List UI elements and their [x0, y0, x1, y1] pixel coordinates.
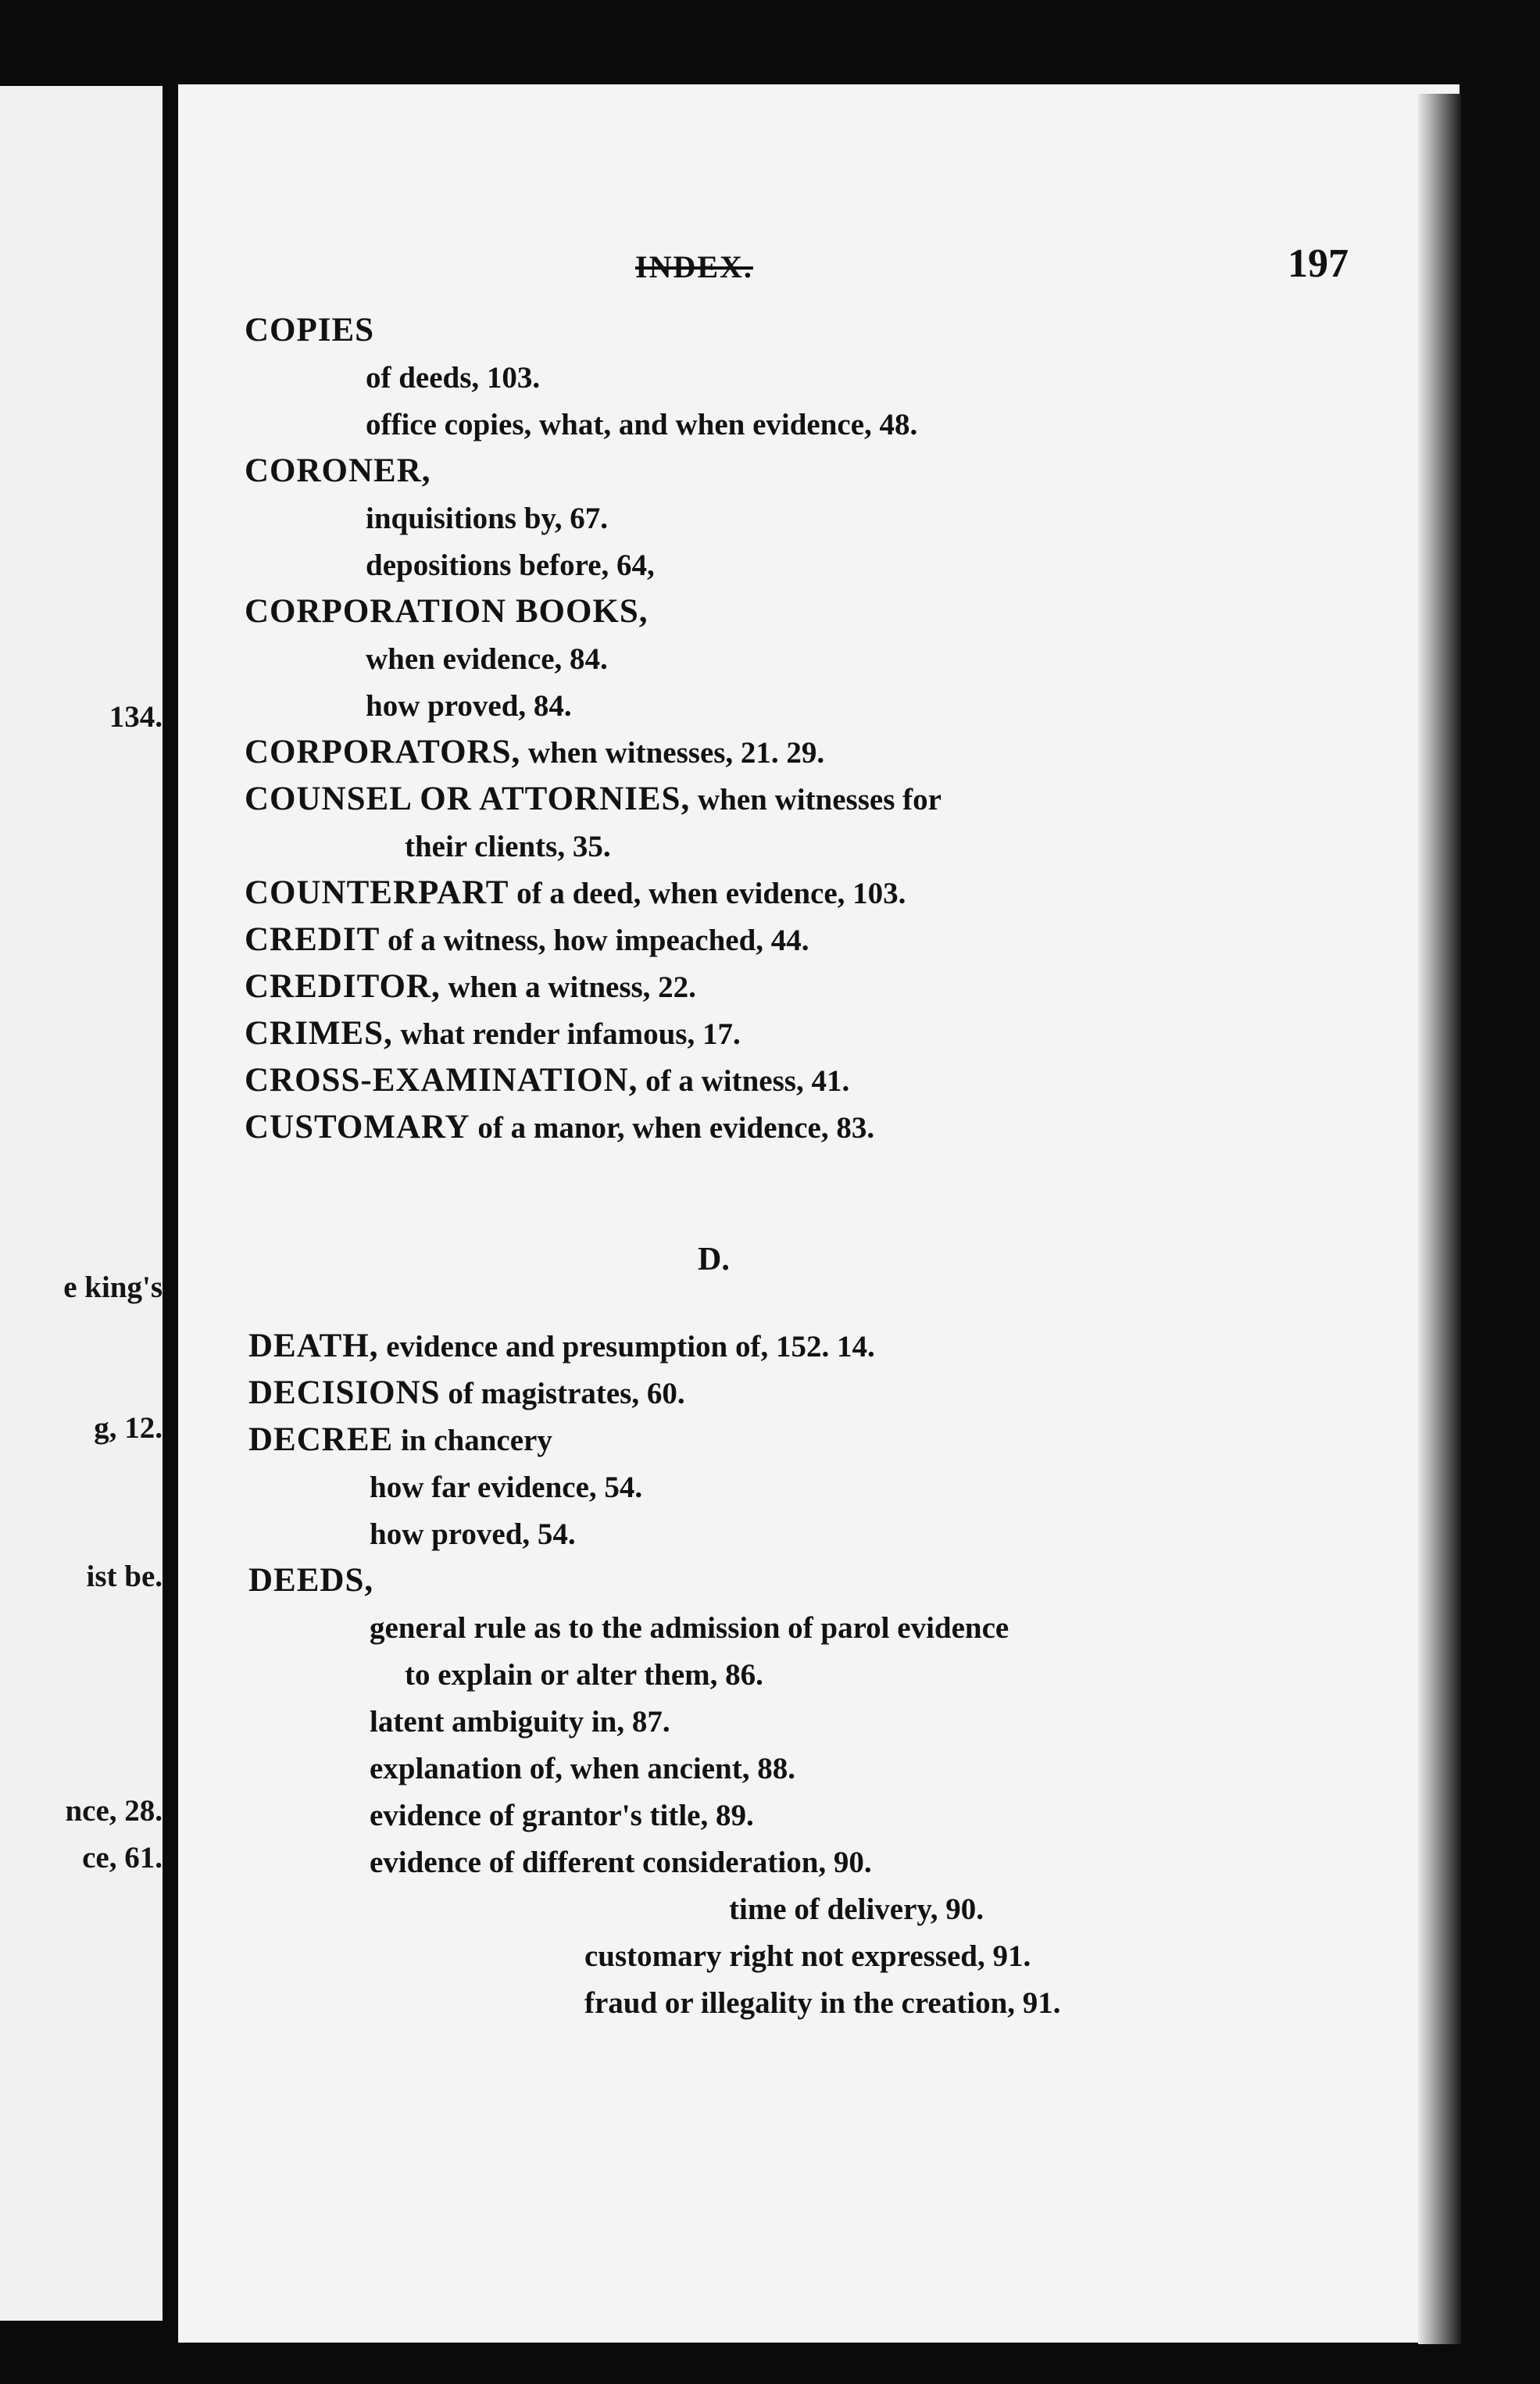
index-entry — [245, 452, 431, 490]
index-subentry — [366, 405, 917, 443]
index-entry — [245, 311, 374, 349]
section-letter: D. — [698, 1242, 730, 1278]
index-entry — [248, 1327, 875, 1365]
entry-head: CUSTOMARY — [245, 1109, 470, 1146]
index-entry — [245, 1108, 874, 1146]
entry-head: DEEDS, — [248, 1562, 374, 1599]
facing-page-line: g, 12. — [94, 1411, 163, 1445]
entry-text: in chancery — [393, 1424, 552, 1457]
entry-text: when evidence, 84. — [366, 642, 608, 676]
entry-text: of a witness, 41. — [638, 1064, 850, 1098]
index-entry — [245, 874, 906, 912]
index-entry — [248, 1421, 552, 1459]
entry-head: COUNTERPART — [245, 874, 509, 911]
index-subentry — [370, 1467, 642, 1506]
entry-text: explanation of, when ancient, 88. — [370, 1752, 795, 1785]
index-entry — [245, 780, 942, 818]
entry-text: customary right not expressed, 91. — [584, 1939, 1031, 1973]
facing-page-fragment — [0, 86, 163, 2321]
facing-page-line: e king's — [63, 1271, 163, 1304]
page-number: 197 — [1288, 241, 1349, 286]
facing-page-line: ce, 61. — [82, 1841, 163, 1875]
index-subentry — [729, 1889, 984, 1928]
entry-text: inquisitions by, 67. — [366, 502, 608, 535]
index-entry — [245, 1014, 741, 1053]
facing-page-line: 134. — [109, 700, 163, 734]
index-subentry — [366, 499, 608, 537]
entry-head: DEATH, — [248, 1328, 379, 1364]
index-entry — [248, 1561, 373, 1599]
index-subentry — [370, 1749, 795, 1787]
index-subentry — [366, 639, 608, 677]
entry-head: CRIMES, — [245, 1015, 393, 1052]
entry-text: of deeds, 103. — [366, 361, 541, 395]
entry-head: DECISIONS — [248, 1374, 441, 1411]
facing-page-line: nce, 28. — [65, 1794, 163, 1828]
entry-text: fraud or illegality in the creation, 91. — [584, 1986, 1061, 2020]
index-entry — [245, 920, 809, 959]
index-entry — [245, 967, 696, 1006]
entry-text: evidence of different consideration, 90. — [370, 1846, 872, 1879]
index-subentry — [370, 1796, 754, 1834]
entry-text: what render infamous, 17. — [392, 1017, 741, 1051]
running-head: INDEX. — [635, 249, 753, 284]
entry-text: of magistrates, 60. — [440, 1377, 685, 1410]
entry-text: office copies, what, and when evidence, 48. — [366, 408, 918, 441]
entry-head: COUNSEL OR ATTORNIES, — [245, 781, 691, 817]
index-subentry — [366, 545, 655, 584]
facing-page-line: ist be. — [86, 1560, 163, 1593]
index-continuation — [405, 1655, 763, 1693]
entry-head: CORONER, — [245, 452, 431, 489]
entry-text: of a manor, when evidence, 83. — [470, 1111, 875, 1145]
entry-text: how far evidence, 54. — [370, 1471, 643, 1504]
index-entry — [245, 592, 649, 631]
index-continuation — [405, 827, 611, 865]
index-subentry — [366, 358, 540, 396]
book-gutter — [1418, 94, 1461, 2344]
index-entry — [248, 1374, 685, 1412]
entry-text: evidence and presumption of, 152. 14. — [378, 1330, 875, 1364]
index-subentry — [584, 1983, 1061, 2021]
index-subentry — [370, 1843, 872, 1881]
entry-head: COPIES — [245, 312, 375, 348]
entry-text: how proved, 54. — [370, 1517, 576, 1551]
entry-text: of a witness, how impeached, 44. — [380, 924, 809, 957]
index-subentry — [370, 1514, 576, 1553]
entry-text: time of delivery, 90. — [729, 1893, 984, 1926]
index-entry — [245, 733, 824, 771]
entry-head: DECREE — [248, 1421, 394, 1458]
entry-head: CREDIT — [245, 921, 381, 958]
index-subentry — [584, 1936, 1031, 1975]
entry-text: depositions before, 64, — [366, 549, 655, 582]
entry-head: CORPORATION BOOKS, — [245, 593, 649, 630]
entry-text: of a deed, when evidence, 103. — [509, 877, 906, 910]
index-subentry — [366, 686, 572, 724]
entry-head: CROSS-EXAMINATION, — [245, 1062, 638, 1099]
entry-text: evidence of grantor's title, 89. — [370, 1799, 754, 1832]
index-subentry — [370, 1702, 670, 1740]
entry-text: when witnesses for — [690, 783, 942, 817]
entry-text: their clients, 35. — [405, 830, 611, 863]
index-entry — [245, 1061, 849, 1099]
entry-head: CORPORATORS, — [245, 734, 521, 770]
entry-text: to explain or alter them, 86. — [405, 1658, 763, 1692]
entry-text: when witnesses, 21. 29. — [520, 736, 825, 770]
entry-text: latent ambiguity in, 87. — [370, 1705, 670, 1739]
index-subentry — [370, 1608, 1009, 1646]
entry-text: general rule as to the admission of parol evidence — [370, 1611, 1009, 1645]
entry-text: when a witness, 22. — [440, 970, 696, 1004]
index-page — [178, 84, 1460, 2343]
entry-head: CREDITOR, — [245, 968, 441, 1005]
entry-text: how proved, 84. — [366, 689, 572, 723]
